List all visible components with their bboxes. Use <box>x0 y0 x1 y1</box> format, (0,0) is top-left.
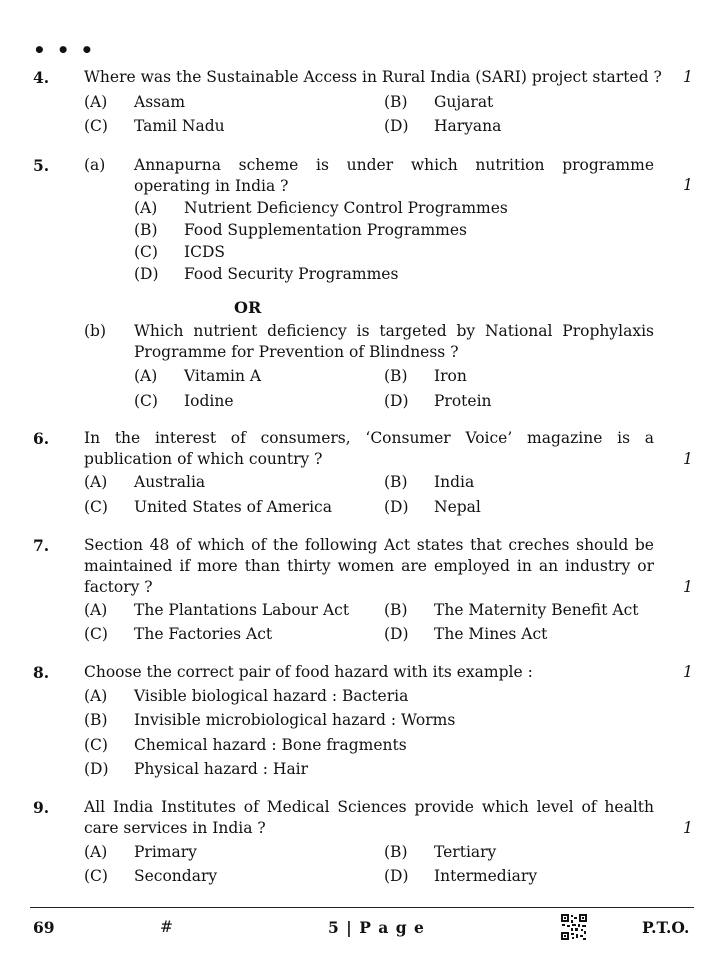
option-text: Food Security Programmes <box>184 265 399 283</box>
question-text: Where was the Sustainable Access in Rural India (SARI) project started ? <box>84 68 662 86</box>
option-label: (A) <box>134 199 158 217</box>
hash-mark: # <box>160 918 173 936</box>
option-text: Intermediary <box>434 867 538 885</box>
option-label: (B) <box>134 221 158 239</box>
option-label: (D) <box>134 265 159 283</box>
option-label: (D) <box>384 498 409 516</box>
question-number: 9. <box>33 798 50 817</box>
option-label: (A) <box>84 93 108 111</box>
option-text: Vitamin A <box>184 367 262 385</box>
part-label: (a) <box>84 156 106 174</box>
option-text: ICDS <box>184 243 226 261</box>
option-label: (C) <box>84 117 108 135</box>
option-label: (C) <box>84 867 108 885</box>
option-text: Nutrient Deficiency Control Programmes <box>184 199 508 217</box>
option-text: Australia <box>134 473 206 491</box>
option-text: Assam <box>134 93 186 111</box>
option-label: (B) <box>384 473 408 491</box>
question-mark: 1 <box>683 663 693 681</box>
option-text: Nepal <box>434 498 481 516</box>
option-label: (B) <box>384 601 408 619</box>
question-number: 4. <box>33 68 50 87</box>
question-mark: 1 <box>683 68 693 86</box>
option-text: Food Supplementation Programmes <box>184 221 468 239</box>
continuation-dots: • • • <box>33 38 96 62</box>
part-label: (b) <box>84 322 107 340</box>
option-text: Primary <box>134 843 197 861</box>
question-text: All India Institutes of Medical Sciences provide which level of health care services in India ? <box>84 798 654 837</box>
paper-code: 69 <box>33 918 55 937</box>
option-text: The Plantations Labour Act <box>134 601 350 619</box>
question-text: Choose the correct pair of food hazard with its example : <box>84 663 533 681</box>
option-label: (C) <box>84 498 108 516</box>
option-label: (B) <box>384 843 408 861</box>
option-text: Gujarat <box>434 93 494 111</box>
option-text: Invisible microbiological hazard : Worms <box>134 711 456 729</box>
option-label: (A) <box>84 473 108 491</box>
qr-code-icon <box>561 914 587 940</box>
option-label: (D) <box>384 117 409 135</box>
footer-rule <box>30 907 694 908</box>
or-separator: OR <box>234 298 262 317</box>
option-text: Chemical hazard : Bone fragments <box>134 736 407 754</box>
question-mark: 1 <box>683 450 693 468</box>
option-text: The Maternity Benefit Act <box>434 601 639 619</box>
option-label: (C) <box>84 625 108 643</box>
option-text: United States of America <box>134 498 332 516</box>
option-label: (A) <box>134 367 158 385</box>
question-number: 5. <box>33 156 50 175</box>
question-number: 7. <box>33 536 50 555</box>
option-label: (C) <box>134 243 158 261</box>
option-text: Iron <box>434 367 467 385</box>
option-text: Iodine <box>184 392 234 410</box>
option-text: India <box>434 473 475 491</box>
option-label: (C) <box>84 736 108 754</box>
question-mark: 1 <box>683 819 693 837</box>
option-text: Tamil Nadu <box>134 117 225 135</box>
question-text: Annapurna scheme is under which nutrition programme operating in India ? <box>134 156 654 195</box>
option-text: Protein <box>434 392 492 410</box>
option-label: (D) <box>384 625 409 643</box>
option-label: (D) <box>384 392 409 410</box>
option-label: (B) <box>384 93 408 111</box>
option-text: Secondary <box>134 867 218 885</box>
option-text: The Mines Act <box>434 625 548 643</box>
option-label: (D) <box>384 867 409 885</box>
option-label: (B) <box>84 711 108 729</box>
option-text: Tertiary <box>434 843 497 861</box>
option-label: (C) <box>134 392 158 410</box>
question-number: 8. <box>33 663 50 682</box>
option-text: The Factories Act <box>134 625 273 643</box>
question-mark: 1 <box>683 578 693 596</box>
option-label: (A) <box>84 843 108 861</box>
option-text: Physical hazard : Hair <box>134 760 309 778</box>
option-label: (A) <box>84 601 108 619</box>
question-mark: 1 <box>683 176 693 194</box>
question-number: 6. <box>33 429 50 448</box>
option-text: Haryana <box>434 117 502 135</box>
question-text: Section 48 of which of the following Act states that creches should be maintained if more than thirty women are employed in an industry or factory ? <box>84 536 654 596</box>
option-label: (D) <box>84 760 109 778</box>
option-text: Visible biological hazard : Bacteria <box>134 687 409 705</box>
option-label: (A) <box>84 687 108 705</box>
option-label: (B) <box>384 367 408 385</box>
pto-label: P.T.O. <box>642 918 690 937</box>
question-text: Which nutrient deficiency is targeted by National Prophylaxis Programme for Prevention of Blindness ? <box>134 322 654 361</box>
page-number: 5 | P a g e <box>328 918 425 937</box>
question-text: In the interest of consumers, ‘Consumer Voice’ magazine is a publication of which country ? <box>84 429 654 468</box>
